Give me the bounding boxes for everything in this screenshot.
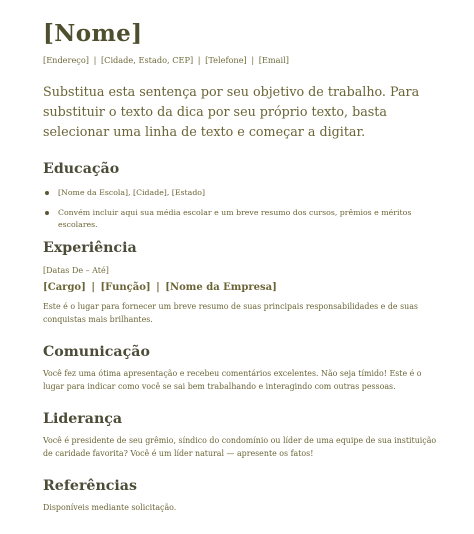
contact-separator: | [197, 55, 201, 65]
bullet-icon [45, 191, 49, 195]
education-summary[interactable]: Convém incluir aqui sua média escolar e um breve resumo dos cursos, prêmios e méritos escolares. [58, 207, 412, 229]
city-state-zip-field[interactable]: [Cidade, Estado, CEP] [100, 55, 194, 65]
name-field[interactable]: [Nome] [43, 20, 143, 47]
references-text[interactable]: Disponíveis mediante solicitação. [43, 502, 177, 512]
company-field[interactable]: [Nome da Empresa] [165, 281, 277, 293]
communication-heading: Comunicação [43, 343, 150, 360]
position-field[interactable]: [Cargo] [43, 281, 86, 293]
bullet-icon [45, 211, 49, 215]
job-separator: | [91, 281, 95, 293]
list-item[interactable] [43, 187, 443, 200]
contact-separator: | [251, 55, 255, 65]
communication-section [43, 343, 443, 393]
list-item[interactable] [43, 207, 443, 232]
education-heading: Educação [43, 161, 120, 177]
communication-text[interactable]: Você fez uma ótima apresentação e recebeu comentários excelentes. Não seja tímido! Este é o lugar para indicar como você se sai bem trabalhando e interagindo com outras pessoas. [43, 368, 422, 391]
education-section [43, 160, 443, 232]
job-title-line [43, 281, 443, 295]
education-list [43, 187, 443, 232]
contact-line [43, 54, 443, 66]
school-field[interactable]: [Nome da Escola], [Cidade], [Estado] [58, 188, 206, 197]
phone-field[interactable]: [Telefone] [205, 55, 247, 65]
experience-heading: Experiência [43, 239, 137, 256]
address-field[interactable]: [Endereço] [43, 55, 89, 65]
contact-separator: | [93, 55, 97, 65]
references-section [43, 477, 443, 514]
objective-text[interactable]: Substitua esta sentença por seu objetivo de trabalho. Para substituir o texto da dica por seu próprio texto, basta selecionar uma linha de texto e começar a digitar. [43, 84, 420, 139]
references-heading: Referências [43, 477, 137, 494]
email-field[interactable]: [Email] [258, 55, 289, 65]
dates-field[interactable]: [Datas De – Até] [43, 265, 109, 275]
leadership-heading: Liderança [43, 410, 123, 427]
job-separator: | [156, 281, 160, 293]
leadership-text[interactable]: Você é presidente de seu grêmio, síndico do condomínio ou líder de uma equipe de sua instituição de caridade favorita? Você é um líder natural — apresente os fatos! [43, 435, 437, 458]
resume-document [43, 20, 443, 514]
role-field[interactable]: [Função] [100, 281, 151, 293]
experience-section [43, 239, 443, 326]
leadership-section [43, 410, 443, 460]
experience-description[interactable]: Este é o lugar para fornecer um breve resumo de suas principais responsabilidades e de suas conquistas mais brilhantes. [43, 301, 418, 324]
